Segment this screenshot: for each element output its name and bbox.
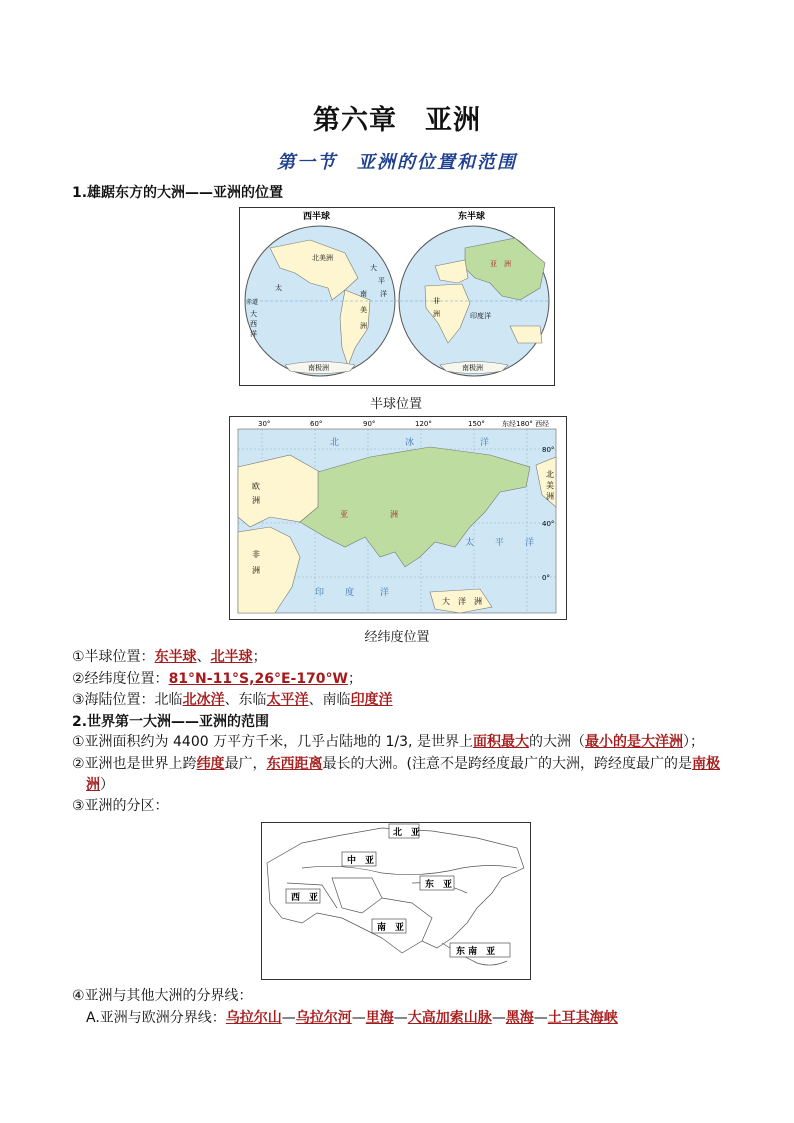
arctic-label-2: 冰	[405, 438, 415, 448]
north-america-label: 北美洲	[312, 254, 333, 262]
answer-east-west-distance: 东西距离	[266, 756, 323, 772]
arctic-label-3: 洋	[480, 438, 490, 448]
lat-label-40: 40°	[542, 520, 555, 528]
africa-label-1: 非	[252, 550, 260, 559]
text: 的大洲（	[528, 734, 585, 750]
text: ）；	[682, 734, 704, 750]
equator-label: 赤道	[246, 299, 259, 306]
mid-text: 、东临	[224, 692, 267, 708]
indian-label-2: 度	[345, 588, 355, 598]
asia-europe-boundary	[86, 1008, 618, 1028]
item-prefix: ③海陆位置：北临	[72, 692, 183, 708]
asia-label: 亚 洲	[490, 260, 511, 268]
dash: —	[393, 1010, 408, 1026]
answer-arctic-ocean: 北冰洋	[182, 692, 225, 708]
lon-label-120: 120°	[415, 420, 432, 428]
arctic-label-1: 北	[330, 438, 340, 448]
text: ②亚洲也是世界上跨	[72, 756, 197, 772]
indian-label-3: 洋	[380, 588, 390, 598]
span-line-cont	[86, 775, 114, 795]
africa-label-1: 非	[433, 297, 440, 305]
dash: —	[491, 1010, 506, 1026]
hemisphere-map	[239, 207, 555, 386]
dash: —	[533, 1010, 548, 1026]
section-title: 第一节 亚洲的位置和范围	[277, 152, 517, 173]
text: A.亚洲与欧洲分界线：	[86, 1010, 226, 1026]
regions-line: ③亚洲的分区：	[72, 798, 169, 814]
suffix: ；	[252, 649, 267, 665]
answer-eastern-hemisphere: 东半球	[154, 649, 197, 665]
indian-label-1: 印	[315, 588, 325, 598]
answer-ural-river: 乌拉尔河	[295, 1010, 352, 1026]
part1-heading: 1.雄踞东方的大洲——亚洲的位置	[72, 185, 284, 201]
span-line	[72, 754, 720, 774]
answer-greater-caucasus: 大高加索山脉	[407, 1010, 492, 1026]
region-south-asia: 南 亚	[377, 923, 405, 933]
africa-label-2: 洲	[252, 566, 260, 575]
region-west-asia: 西 亚	[291, 893, 319, 903]
lon-label-90: 90°	[363, 420, 376, 428]
answer-turkish-straits: 土耳其海峡	[547, 1010, 618, 1026]
region-southeast-asia: 东 南 亚	[456, 947, 496, 957]
latlon-caption: 经纬度位置	[364, 630, 430, 645]
asia-label-2: 洲	[390, 510, 398, 519]
text: ①亚洲面积约为 4400 万平方千米，几乎占陆地的 1/3, 是世界上	[72, 734, 473, 750]
text: 最长的大洲。(注意不是跨经度最广的大洲，跨经度最广的是	[322, 756, 693, 772]
hemisphere-caption: 半球位置	[369, 397, 422, 412]
lat-label-80: 80°	[542, 446, 555, 454]
pacific-label-1: 大	[370, 264, 377, 272]
indian-ocean-label: 印度洋	[470, 312, 491, 320]
answer-largest-area: 面积最大	[472, 734, 529, 750]
europe-label-1: 欧	[252, 482, 260, 491]
answer-ural-mountains: 乌拉尔山	[225, 1010, 282, 1026]
south-america-label-3: 洲	[360, 322, 367, 330]
antarctica-west-label: 南极洲	[308, 364, 329, 372]
atlantic-label-1: 大	[250, 310, 257, 318]
answer-black-sea: 黑海	[505, 1010, 534, 1026]
text: 最广，	[224, 756, 267, 772]
dash: —	[281, 1010, 296, 1026]
separator: 、	[196, 649, 211, 665]
atlantic-label-3: 洋	[250, 330, 257, 338]
answer-caspian-sea: 里海	[365, 1010, 394, 1026]
item-hemisphere-position	[72, 647, 267, 667]
item-prefix: ①半球位置：	[72, 649, 155, 665]
answer-pacific-ocean: 太平洋	[266, 692, 309, 708]
pacific-label-3: 洋	[380, 290, 387, 298]
item-prefix: ②经纬度位置：	[72, 671, 169, 687]
lon-label-180: 东经180° 西经	[502, 420, 550, 428]
south-america-label-2: 美	[360, 306, 367, 314]
latlon-map	[229, 416, 567, 620]
oceania-label-2: 洋	[458, 597, 466, 606]
regions-map	[261, 822, 531, 980]
north-america-label-2: 美	[546, 481, 554, 490]
lon-label-60: 60°	[310, 420, 323, 428]
answer-smallest-oceania: 最小的是大洋洲	[584, 734, 683, 750]
answer-latlon-range: 81°N-11°S,26°E-170°W	[168, 671, 348, 687]
lon-label-150: 150°	[468, 420, 485, 428]
region-central-asia: 中 亚	[347, 856, 375, 866]
antarctica-east-label: 南极洲	[462, 364, 483, 372]
chapter-title: 第六章 亚洲	[313, 105, 481, 136]
atlantic-label-2: 西	[250, 320, 257, 328]
answer-antarctica-part1: 南极	[692, 756, 721, 772]
oceania-label-3: 洲	[474, 597, 482, 606]
answer-indian-ocean: 印度洋	[350, 692, 393, 708]
area-line	[72, 732, 704, 752]
item-sea-land-position	[72, 690, 393, 710]
part2-heading: 2.世界第一大洲——亚洲的范围	[72, 714, 270, 730]
east-hemisphere-label: 东半球	[458, 212, 486, 222]
lat-label-0: 0°	[542, 574, 550, 582]
item-latlon-position	[72, 669, 362, 689]
text: ）	[100, 777, 114, 793]
answer-latitude: 纬度	[196, 756, 225, 772]
pacific-label-4: 太	[275, 284, 282, 292]
south-america-label-1: 南	[360, 290, 367, 298]
north-america-label-1: 北	[546, 470, 554, 479]
lon-label-30: 30°	[258, 420, 271, 428]
suffix: ；	[347, 671, 362, 687]
north-america-label-3: 洲	[546, 492, 554, 501]
europe-label-2: 洲	[252, 496, 260, 505]
region-east-asia: 东 亚	[425, 880, 453, 890]
pacific-label-2: 平	[495, 538, 505, 548]
oceania-label-1: 大	[442, 597, 450, 606]
boundaries-line: ④亚洲与其他大洲的分界线：	[72, 988, 253, 1004]
answer-northern-hemisphere: 北半球	[210, 649, 253, 665]
west-hemisphere-label: 西半球	[303, 212, 331, 222]
answer-antarctica-part2: 洲	[86, 777, 100, 793]
pacific-label-2: 平	[378, 277, 385, 285]
pacific-label-3: 洋	[525, 538, 535, 548]
pacific-label-1: 太	[465, 538, 475, 548]
asia-label-1: 亚	[340, 510, 348, 519]
region-north-asia: 北 亚	[393, 828, 421, 838]
mid-text: 、南临	[308, 692, 351, 708]
dash: —	[351, 1010, 366, 1026]
africa-label-2: 洲	[433, 310, 440, 318]
